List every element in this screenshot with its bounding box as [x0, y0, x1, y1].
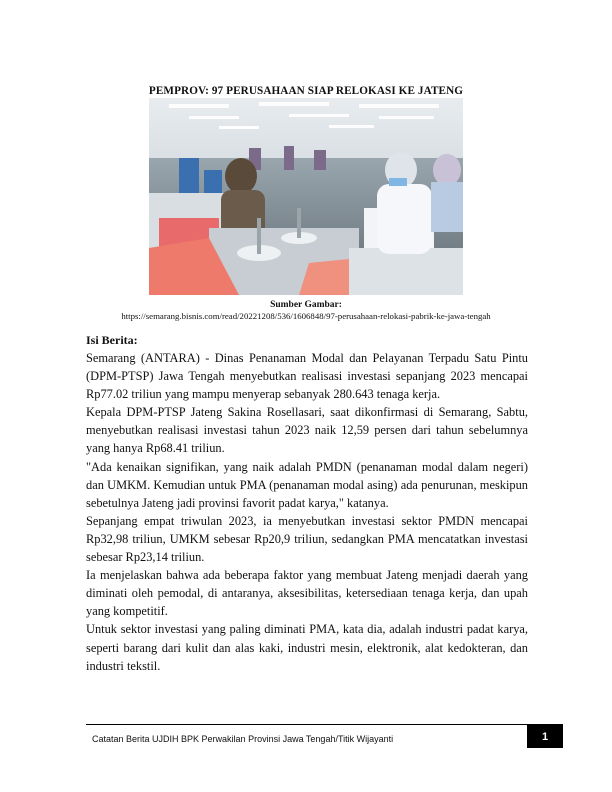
article-body [86, 349, 528, 675]
footer-divider [86, 724, 528, 725]
paragraph: Untuk sektor investasi yang paling diminati PMA, kata dia, adalah industri padat karya, seperti barang dari kulit dan alas kaki, industri mesin, elektronik, alat kedokteran, dan industri tekstil. [86, 622, 528, 673]
footer-text: Catatan Berita UJDIH BPK Perwakilan Provinsi Jawa Tengah/Titik Wijayanti [92, 734, 394, 744]
paragraph: Sepanjang empat triwulan 2023, ia menyebutkan investasi sektor PMDN mencapai Rp32,98 triliun, UMKM sebesar Rp20,9 triliun, sedangkan PMA mencatatkan investasi sebesar Rp23,14 triliun. [86, 513, 528, 565]
article-title: PEMPROV: 97 PERUSAHAAN SIAP RELOKASI KE JATENG [148, 85, 464, 97]
paragraph: Semarang (ANTARA) - Dinas Penanaman Modal dan Pelayanan Terpadu Satu Pintu (DPM-PTSP) Jawa Tengah menyebutkan realisasi investasi sepanjang 2023 mencapai Rp77.02 triliun yang mampu menyerap sebanyak 280.643 tenaga kerja. [86, 351, 528, 402]
page-number: 1 [527, 724, 563, 748]
paragraph: "Ada kenaikan signifikan, yang naik adalah PMDN (penanaman modal dalam negeri) dan UMKM. Kemudian untuk PMA (penanaman modal asing) ada penurunan, meskipun sebetulnya Jateng jadi provinsi favorit padat karya," katanya. [86, 459, 528, 510]
paragraph: Ia menjelaskan bahwa ada beberapa faktor yang membuat Jateng menjadi daerah yang diminati oleh pemodal, di antaranya, aksesibilitas, ketersediaan tenaga kerja, dan upah yang kompetitif. [86, 568, 528, 619]
image-source-url[interactable]: https://semarang.bisnis.com/read/20221208/536/1606848/97-perusahaan-relokasi-pabrik-ke-jawa-tengah [121, 311, 491, 321]
image-caption-label: Sumber Gambar: [270, 300, 342, 310]
factory-workers-photo [149, 98, 463, 295]
section-heading: Isi Berita: [86, 333, 138, 347]
paragraph: Kepala DPM-PTSP Jateng Sakina Rosellasari, saat dikonfirmasi di Semarang, Sabtu, menyebutkan realisasi investasi tahun 2023 naik 12,59 persen dari tahun sebelumnya yang hanya Rp68.41 triliun. [86, 405, 528, 456]
